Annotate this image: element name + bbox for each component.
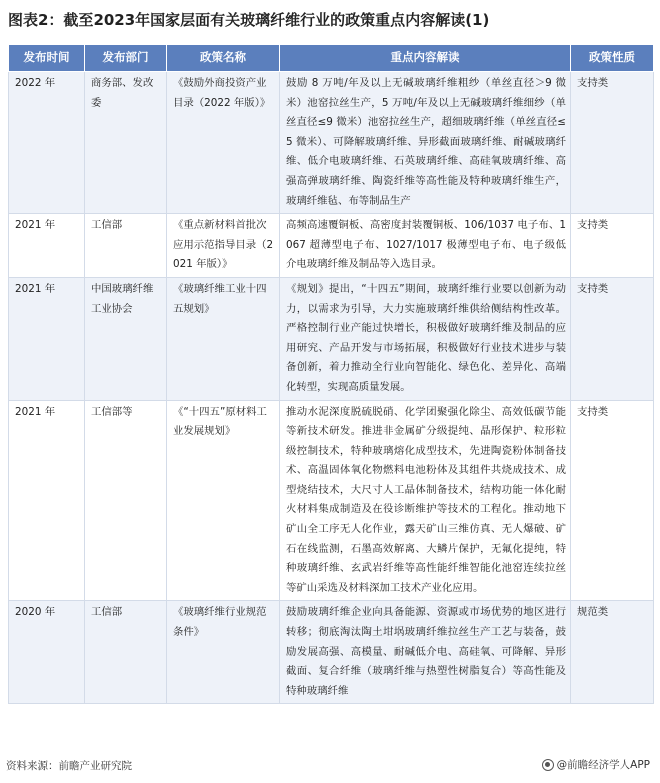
cell-nature: 支持类 [571,72,654,214]
policy-table [8,44,654,704]
table-row [9,72,654,214]
cell-nature: 支持类 [571,214,654,278]
table-row [9,400,654,601]
table-row [9,214,654,278]
cell-time: 2022 年 [9,72,85,214]
cell-dept: 中国玻璃纤维工业协会 [85,277,167,400]
source-note: 资料来源：前瞻产业研究院 [6,760,132,772]
header-time: 发布时间 [9,45,85,72]
cell-dept: 工信部 [85,601,167,704]
cell-content: 鼓励玻璃纤维企业向具备能源、资源或市场优势的地区进行转移；彻底淘汰陶土坩埚玻璃纤维拉丝生产工艺与装备，鼓励发展高强、高模量、耐碱低介电、高硅氧、可降解、异形截面、复合纤维（玻璃纤维与热塑性树脂复合）等高性能及特种玻璃纤维 [280,601,571,704]
brand-credit-text: @前瞻经济学人APP [556,759,650,771]
cell-nature: 规范类 [571,601,654,704]
cell-name: 《玻璃纤维工业十四五规划》 [167,277,280,400]
cell-nature: 支持类 [571,400,654,601]
cell-time: 2021 年 [9,277,85,400]
table-header-row [9,45,654,72]
cell-dept: 工信部等 [85,400,167,601]
cell-time: 2021 年 [9,400,85,601]
chart-title: 图表2：截至2023年国家层面有关玻璃纤维行业的政策重点内容解读(1) [8,11,490,29]
cell-name: 《鼓励外商投资产业目录（2022 年版）》 [167,72,280,214]
cell-name: 《玻璃纤维行业规范条件》 [167,601,280,704]
cell-name: 《重点新材料首批次应用示范指导目录（2021 年版）》 [167,214,280,278]
brand-logo-icon [542,759,554,771]
brand-credit [542,757,650,772]
table-row [9,277,654,400]
cell-name: 《“十四五”原材料工业发展规划》 [167,400,280,601]
cell-time: 2021 年 [9,214,85,278]
cell-time: 2020 年 [9,601,85,704]
header-content: 重点内容解读 [280,45,571,72]
header-nature: 政策性质 [571,45,654,72]
cell-content: 推动水泥深度脱硫脱硝、化学团聚强化除尘、高效低碳节能等新技术研发。推进非金属矿分级提纯、晶形保护、粒形粒级控制技术，特种玻璃熔化成型技术，先进陶瓷粉体制备技术、高温固体氧化物燃料电池粉体及其组件共烧成技术、成型烧结技术，大尺寸人工晶体制备技术，结构功能一体化耐火材料集成制造及在役诊断维护等技术的工程化。推动地下矿山全工序无人化作业，露天矿山三维仿真、无人爆破、矿石在线监测，石墨高效解离、大鳞片保护，无氟化提纯，特种玻璃纤维、玄武岩纤维等高性能纤维智能化池窑连续拉丝等矿山采选及材料深加工技术产业化应用。 [280,400,571,601]
cell-dept: 商务部、发改委 [85,72,167,214]
header-dept: 发布部门 [85,45,167,72]
cell-dept: 工信部 [85,214,167,278]
cell-content: 鼓励 8 万吨/年及以上无碱玻璃纤维粗纱（单丝直径＞9 微米）池窑拉丝生产，5 万吨/年及以上无碱玻璃纤维细纱（单丝直径≤9 微米）池窑拉丝生产，超细玻璃纤维（单丝直径≤5 微米）、可降解玻璃纤维、异形截面玻璃纤维、耐碱玻璃纤维、低介电玻璃纤维、石英玻璃纤维、高硅氧玻璃纤维、高强高弹玻璃纤维、陶瓷纤维等高性能及特种玻璃纤维生产，玻璃纤维毡、布等制品生产 [280,72,571,214]
cell-content: 《规划》提出，“十四五”期间，玻璃纤维行业要以创新为动力，以需求为引导，大力实施玻璃纤维供给侧结构性改革。严格控制行业产能过快增长，积极做好玻璃纤维及制品的应用研究、产品开发与市场拓展，积极做好行业技术进步与装备创新，着力推动全行业向智能化、绿色化、差异化、高端化转型，实现高质量发展。 [280,277,571,400]
cell-nature: 支持类 [571,277,654,400]
table-row [9,601,654,704]
cell-content: 高频高速覆铜板、高密度封装覆铜板、106/1037 电子布、1067 超薄型电子布、1027/1017 极薄型电子布、电子级低介电玻璃纤维及制品等入选目录。 [280,214,571,278]
header-name: 政策名称 [167,45,280,72]
